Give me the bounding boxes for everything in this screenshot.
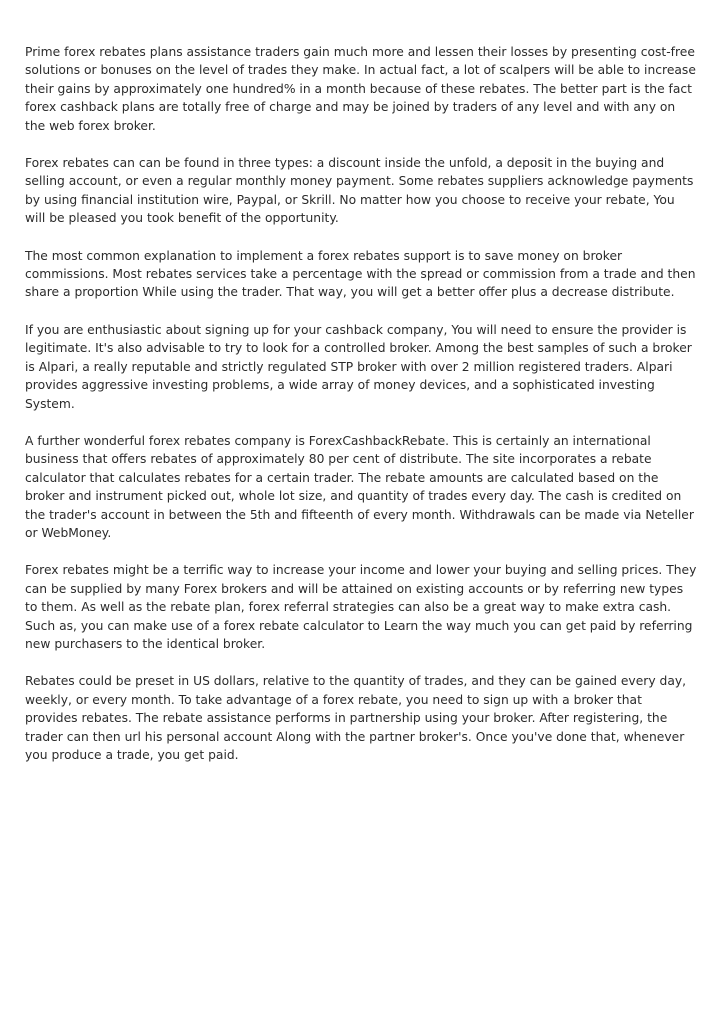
- document-body: [25, 43, 697, 783]
- paragraph-2: Forex rebates can can be found in three types: a discount inside the unfold, a deposit in the buying and selling account, or even a regular monthly money payment. Some rebates suppliers acknowledge payments by using financial institution wire, Paypal, or Skrill. No matter how you choose to receive your rebate, You will be pleased you took benefit of the opportunity.: [25, 156, 694, 226]
- paragraph-7: Rebates could be preset in US dollars, relative to the quantity of trades, and they can be gained every day, weekly, or every month. To take advantage of a forex rebate, you need to sign up with a broker that provides rebates. The rebate assistance performs in partnership using your broker. After registering, the trader can then url his personal account Along with the partner broker's. Once you've done that, whenever you produce a trade, you get paid.: [25, 674, 687, 762]
- paragraph-3: The most common explanation to implement a forex rebates support is to save money on broker commissions. Most rebates services take a percentage with the spread or commission from a trade and then share a proportion While using the trader. That way, you will get a better offer plus a decrease distribute.: [25, 248, 696, 300]
- paragraph-1: Prime forex rebates plans assistance traders gain much more and lessen their losses by presenting cost-free solutions or bonuses on the level of trades they make. In actual fact, a lot of scalpers will be able to increase their gains by approximately one hundred% in a month because of these rebates. The better part is the fact forex cashback plans are totally free of charge and may be joined by traders of any level and with any on the web forex broker.: [25, 45, 696, 133]
- paragraph-4: If you are enthusiastic about signing up for your cashback company, You will need to ensure the provider is legitimate. It's also advisable to try to look for a controlled broker. Among the best samples of such a broker is Alpari, a really reputable and strictly regulated STP broker with over 2 million registered traders. Alpari provides aggressive investing problems, a wide array of money devices, and a sophisticated investing System.: [25, 322, 692, 411]
- paragraph-5: A further wonderful forex rebates company is ForexCashbackRebate. This is certainly an international business that offers rebates of approximately 80 per cent of distribute. The site incorporates a rebate calculator that calculates rebates for a certain trader. The rebate amounts are calculated based on the broker and instrument picked out, whole lot size, and quantity of trades every day. The cash is credited on the trader's account in between the 5th and fifteenth of every month. Withdrawals can be made via Neteller or WebMoney.: [25, 433, 694, 540]
- paragraph-6: Forex rebates might be a terrific way to increase your income and lower your buying and selling prices. They can be supplied by many Forex brokers and will be attained on existing accounts or by referring new types to them. As well as the rebate plan, forex referral strategies can also be a great way to make extra cash. Such as, you can make use of a forex rebate calculator to Learn the way much you can get paid by referring new purchasers to the identical broker.: [25, 563, 697, 651]
